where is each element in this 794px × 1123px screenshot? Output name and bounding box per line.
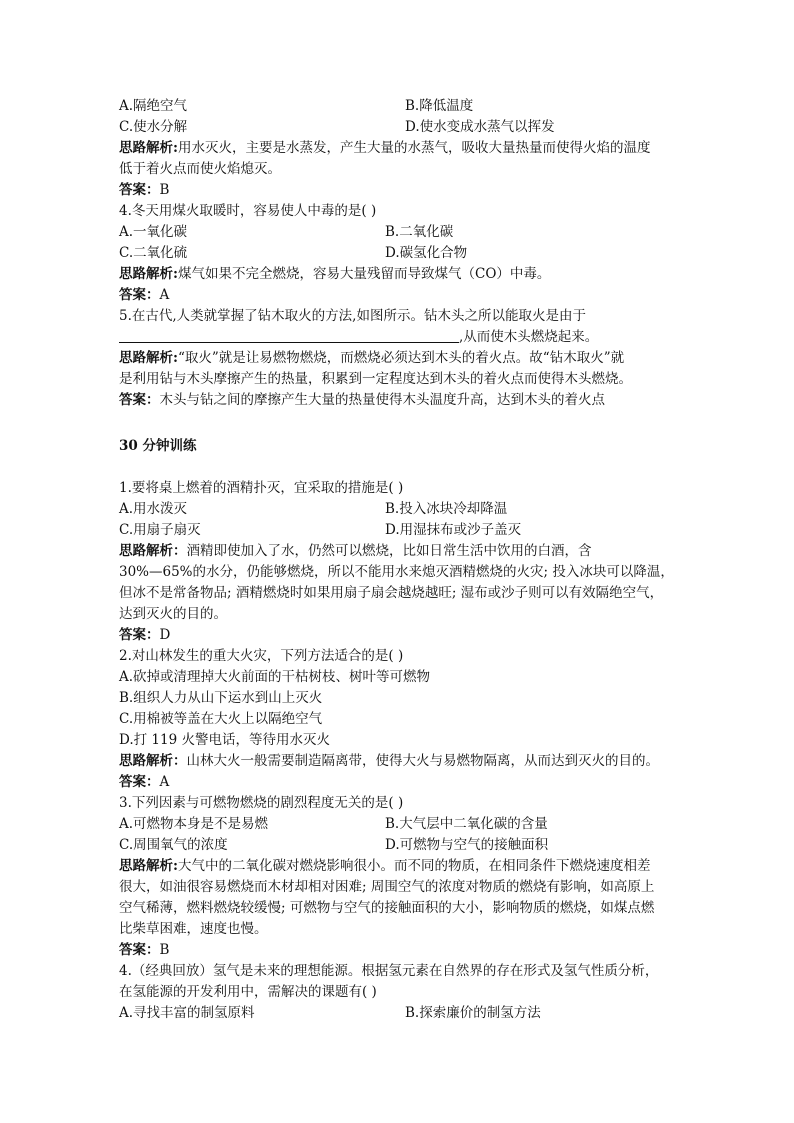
t4-stem-cont: 在氢能源的开发利用中，需解决的课题有( )	[119, 984, 377, 1000]
answer-label: 答案：	[119, 182, 160, 198]
t1-analysis-cont-1: 30%—65%的水分，仍能够燃烧，所以不能用水来熄灭酒精燃烧的火灾; 投入冰块可以降温，	[119, 564, 674, 580]
spacer	[119, 457, 679, 478]
t2-option-d: D.打 119 火警电话，等待用水灭火	[119, 732, 330, 748]
t3-option-b: B.大气层中二氧化碳的含量	[385, 816, 548, 832]
q4-options-cd	[119, 243, 679, 264]
spacer	[119, 411, 679, 432]
t3-analysis-cont-1: 很大，如油很容易燃烧而木材却相对困难; 周围空气的浓度对物质的燃烧有影响，如高原上	[119, 879, 655, 895]
analysis-label: 思路解析:	[119, 140, 178, 156]
answer-value: A	[159, 287, 170, 303]
t3-analysis-cont-3: 比柴草困难，速度也慢。	[119, 921, 268, 937]
t4-option-b: B.探索廉价的制氢方法	[405, 1005, 541, 1021]
q3-option-a: A.隔绝空气	[119, 98, 188, 114]
t3-analysis-cont-2: 空气稀薄，燃料燃烧较缓慢; 可燃物与空气的接触面积的大小，影响物质的燃烧，如煤点燃	[119, 900, 655, 916]
answer-label: 答案：	[119, 287, 160, 303]
answer-value: B	[159, 182, 170, 198]
t1-option-a: A.用水泼灭	[119, 501, 188, 517]
q3-option-b: B.降低温度	[405, 98, 474, 114]
q4-analysis	[119, 264, 679, 285]
q4-option-d: D.碳氢化合物	[385, 245, 468, 261]
analysis-label: 思路解析：	[119, 753, 187, 769]
analysis-text: 用水灭火，主要是水蒸发，产生大量的水蒸气，吸收大量热量而使得火焰的温度	[177, 140, 651, 156]
t3-answer	[119, 940, 679, 961]
answer-value: A	[159, 774, 170, 790]
q4-option-c: C.二氧化硫	[119, 245, 188, 261]
t3-option-d: D.可燃物与空气的接触面积	[385, 837, 549, 853]
t1-options-ab	[119, 499, 679, 520]
t3-options-ab	[119, 814, 679, 835]
q5-answer	[119, 390, 679, 411]
t1-analysis-cont-2: 但冰不是常备物品; 酒精燃烧时如果用扇子扇会越烧越旺; 湿布或沙子则可以有效隔绝空气，	[119, 585, 664, 601]
q3-analysis	[119, 138, 679, 159]
analysis-text: 山林大火一般需要制造隔离带，使得大火与易燃物隔离，从而达到灭火的目的。	[186, 753, 659, 769]
t2-option-c: C.用棉被等盖在大火上以隔绝空气	[119, 711, 323, 727]
answer-value: B	[159, 942, 170, 958]
fill-in-blank	[119, 328, 459, 343]
q5-analysis-cont: 是利用钻与木头摩擦产生的热量，积累到一定程度达到木头的着火点而使得木头燃烧。	[119, 371, 632, 387]
q5-stem: 5.在古代,人类就掌握了钻木取火的方法,如图所示。钻木头之所以能取火是由于	[119, 308, 586, 324]
t4-stem: 4.（经典回放）氢气是未来的理想能源。根据氢元素在自然界的存在形式及氢气性质分析，	[119, 963, 659, 979]
q4-options-ab	[119, 222, 679, 243]
q5-stem-cont	[119, 327, 679, 348]
t1-answer	[119, 625, 679, 646]
q3-option-c: C.使水分解	[119, 119, 188, 135]
t2-option-b: B.组织人力从山下运水到山上灭火	[119, 690, 323, 706]
t3-analysis	[119, 856, 679, 877]
analysis-text: 煤气如果不完全燃烧，容易大量残留而导致煤气（CO）中毒。	[177, 266, 551, 282]
q3-answer	[119, 180, 679, 201]
t1-option-c: C.用扇子扇灭	[119, 522, 201, 538]
answer-value: 木头与钻之间的摩擦产生大量的热量使得木头温度升高，达到木头的着火点	[159, 392, 605, 408]
analysis-text: 大气中的二氧化碳对燃烧影响很小。而不同的物质，在相同条件下燃烧速度相差	[177, 858, 651, 874]
answer-value: D	[159, 627, 171, 643]
t1-option-d: D.用湿抹布或沙子盖灭	[385, 522, 522, 538]
q3-option-d: D.使水变成水蒸气以挥发	[405, 119, 555, 135]
analysis-text: 酒精即使加入了水，仍然可以燃烧，比如日常生活中饮用的白酒，含	[186, 543, 592, 559]
t1-options-cd	[119, 520, 679, 541]
t1-option-b: B.投入冰块冷却降温	[385, 501, 508, 517]
q4-answer	[119, 285, 679, 306]
t2-answer	[119, 772, 679, 793]
t1-stem: 1.要将桌上燃着的酒精扑灭，宜采取的措施是( )	[119, 480, 404, 496]
q4-option-a: A.一氧化碳	[119, 224, 188, 240]
t2-analysis	[119, 751, 679, 772]
t2-option-a: A.砍掉或清理掉大火前面的干枯树枝、树叶等可燃物	[119, 669, 431, 685]
q4-stem: 4.冬天用煤火取暖时，容易使人中毒的是( )	[119, 203, 377, 219]
t1-analysis-cont-3: 达到灭火的目的。	[119, 606, 227, 622]
q3-analysis-cont: 低于着火点而使火焰熄灭。	[119, 161, 281, 177]
t4-options-ab	[119, 1003, 679, 1024]
section-title: 30 分钟训练	[119, 438, 197, 454]
analysis-label: 思路解析:	[119, 350, 178, 366]
t1-analysis	[119, 541, 679, 562]
answer-label: 答案：	[119, 942, 160, 958]
t3-stem: 3.下列因素与可燃物燃烧的剧烈程度无关的是( )	[119, 795, 404, 811]
t4-option-a: A.寻找丰富的制氢原料	[119, 1005, 255, 1021]
analysis-label: 思路解析:	[119, 266, 178, 282]
t3-options-cd	[119, 835, 679, 856]
answer-label: 答案：	[119, 627, 160, 643]
q5-stem-tail: ,从而使木头燃烧起来。	[459, 329, 599, 345]
t3-option-a: A.可燃物本身是不是易燃	[119, 816, 269, 832]
q3-options-cd	[119, 117, 679, 138]
t3-option-c: C.周围氧气的浓度	[119, 837, 228, 853]
document-page	[119, 96, 679, 1024]
analysis-text: “取火”就是让易燃物燃烧，而燃烧必须达到木头的着火点。故“钻木取火”就	[177, 350, 625, 366]
q4-option-b: B.二氧化碳	[385, 224, 454, 240]
analysis-label: 思路解析:	[119, 858, 178, 874]
analysis-label: 思路解析：	[119, 543, 187, 559]
q3-options-ab	[119, 96, 679, 117]
q5-analysis	[119, 348, 679, 369]
answer-label: 答案：	[119, 392, 160, 408]
answer-label: 答案：	[119, 774, 160, 790]
t2-stem: 2.对山林发生的重大火灾，下列方法适合的是( )	[119, 648, 404, 664]
